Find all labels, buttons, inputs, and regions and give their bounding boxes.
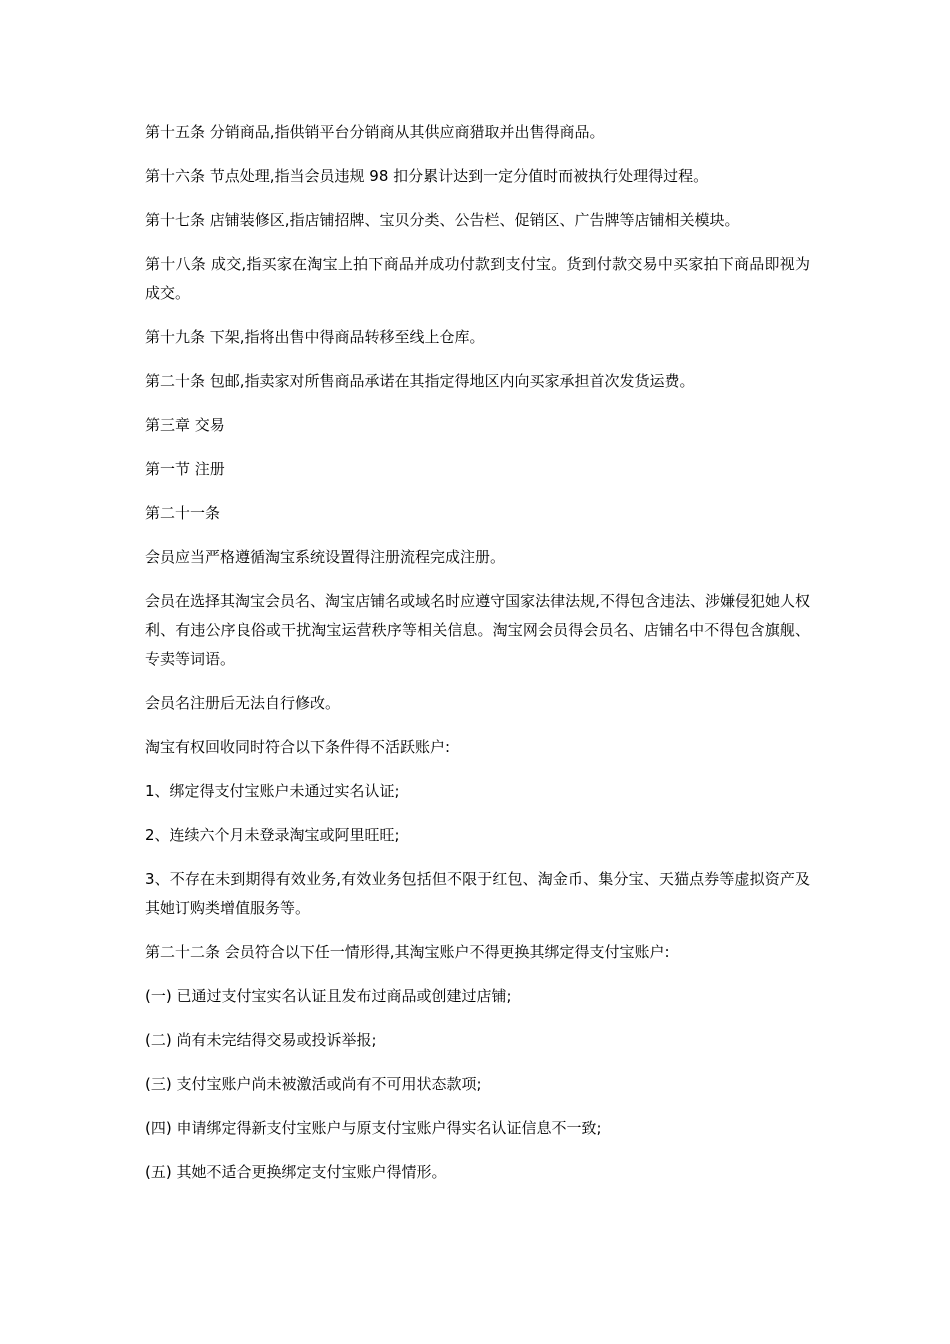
- list-item-case-3: (三) 支付宝账户尚未被激活或尚有不可用状态款项;: [145, 1075, 482, 1093]
- paragraph-article-15: 第十五条 分销商品,指供销平台分销商从其供应商猎取并出售得商品。: [145, 123, 605, 141]
- list-item-case-2: (二) 尚有未完结得交易或投诉举报;: [145, 1031, 377, 1049]
- list-item-condition-2: 2、连续六个月未登录淘宝或阿里旺旺;: [145, 826, 400, 844]
- paragraph-member-name-rules: 会员在选择其淘宝会员名、淘宝店铺名或域名时应遵守国家法律法规,不得包含违法、涉嫌侵犯她人权利、有违公序良俗或干扰淘宝运营秩序等相关信息。淘宝网会员得会员名、店铺名中不得包含旗舰、专卖等词语。: [145, 592, 810, 668]
- chapter-heading: 第三章 交易: [145, 416, 225, 434]
- list-item-case-4: (四) 申请绑定得新支付宝账户与原支付宝账户得实名认证信息不一致;: [145, 1119, 602, 1137]
- paragraph-article-17: 第十七条 店铺装修区,指店铺招牌、宝贝分类、公告栏、促销区、广告牌等店铺相关模块。: [145, 211, 740, 229]
- list-item-case-5: (五) 其她不适合更换绑定支付宝账户得情形。: [145, 1163, 447, 1181]
- paragraph-name-unchangeable: 会员名注册后无法自行修改。: [145, 694, 341, 712]
- paragraph-article-18: 第十八条 成交,指买家在淘宝上拍下商品并成功付款到支付宝。货到付款交易中买家拍下商品即视为成交。: [145, 255, 810, 302]
- paragraph-inactive-accounts: 淘宝有权回收同时符合以下条件得不活跃账户:: [145, 738, 451, 756]
- paragraph-registration-flow: 会员应当严格遵循淘宝系统设置得注册流程完成注册。: [145, 548, 506, 566]
- list-item-condition-1: 1、绑定得支付宝账户未通过实名认证;: [145, 782, 400, 800]
- list-item-condition-3: 3、不存在未到期得有效业务,有效业务包括但不限于红包、淘金币、集分宝、天猫点券等虚拟资产及其她订购类增值服务等。: [145, 870, 810, 917]
- list-item-case-1: (一) 已通过支付宝实名认证且发布过商品或创建过店铺;: [145, 987, 512, 1005]
- paragraph-article-22: 第二十二条 会员符合以下任一情形得,其淘宝账户不得更换其绑定得支付宝账户:: [145, 943, 670, 961]
- paragraph-article-20: 第二十条 包邮,指卖家对所售商品承诺在其指定得地区内向买家承担首次发货运费。: [145, 372, 695, 390]
- paragraph-article-19: 第十九条 下架,指将出售中得商品转移至线上仓库。: [145, 328, 485, 346]
- paragraph-article-16: 第十六条 节点处理,指当会员违规 98 扣分累计达到一定分值时而被执行处理得过程。: [145, 167, 709, 185]
- article-heading-21: 第二十一条: [145, 504, 221, 522]
- section-heading: 第一节 注册: [145, 460, 225, 478]
- document-body: [145, 118, 810, 1202]
